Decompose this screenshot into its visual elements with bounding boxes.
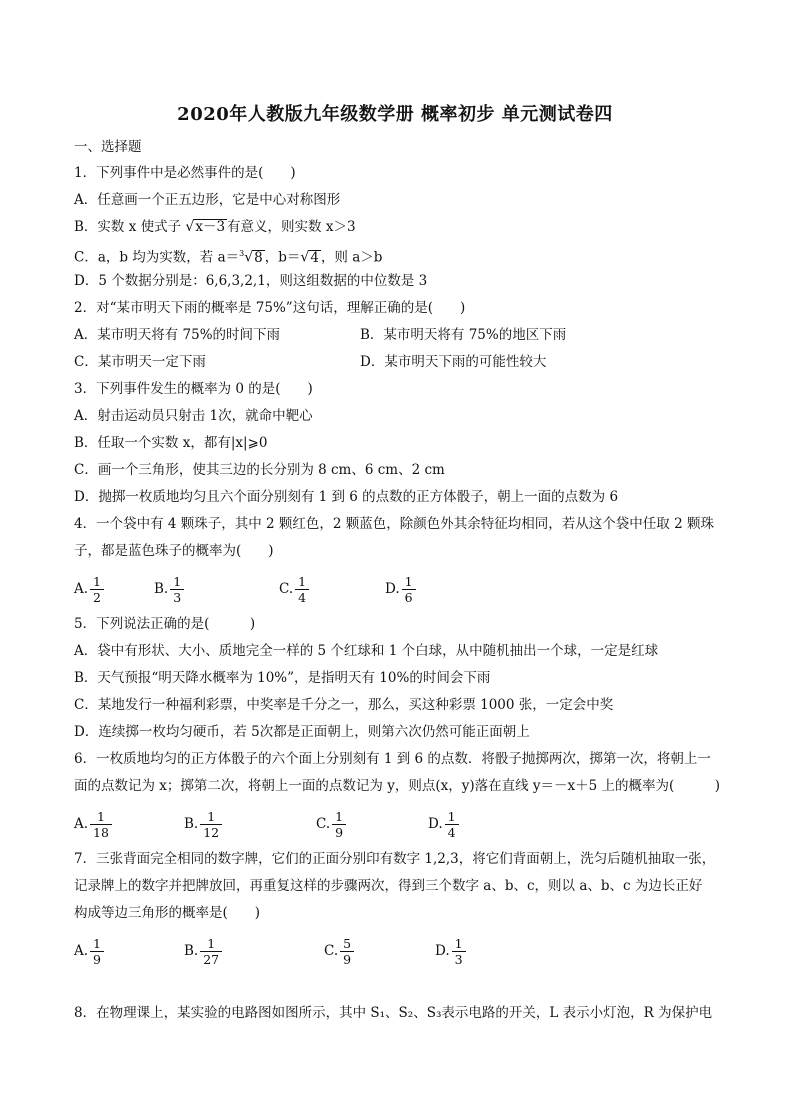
denominator: 9: [90, 951, 104, 967]
option-label: D.: [385, 581, 400, 597]
numerator: 5: [343, 935, 352, 951]
option-label: C.: [279, 581, 294, 597]
q2-option-b: B．某市明天将有 75%的地区下雨: [360, 327, 567, 343]
q1-c-radicand-1: 8: [254, 249, 263, 266]
fraction: [200, 936, 222, 967]
q1-option-b: [74, 217, 356, 237]
denominator: 3: [452, 951, 466, 967]
denominator: 4: [445, 824, 459, 840]
q1-b-prefix: B．实数 x 使式子: [74, 219, 182, 235]
q3-option-c: C．画一个三角形，使其三边的长分别为 8 cm、6 cm、2 cm: [74, 462, 445, 478]
denominator: 4: [295, 589, 309, 605]
q1-c-middle: ，b＝: [264, 249, 301, 266]
q7-option-c: [324, 931, 354, 971]
q5-option-b: B．天气预报“明天降水概率为 10%”，是指明天有 10%的时间会下雨: [74, 670, 491, 686]
denominator: 3: [170, 589, 184, 605]
q1-c-suffix: ，则 a＞b: [320, 249, 383, 266]
q1-option-a: A．任意画一个正五边形，它是中心对称图形: [74, 192, 341, 208]
q4-option-b: [154, 569, 184, 609]
denominator: 2: [90, 589, 104, 605]
denominator: 12: [200, 824, 222, 840]
q7-option-d: [435, 931, 466, 971]
q1-stem: 1．下列事件中是必然事件的是( ): [74, 165, 296, 181]
q5-option-a: A．袋中有形状、大小、质地完全一样的 5 个红球和 1 个白球，从中随机抽出一个球，一定是红球: [74, 643, 659, 659]
radical-sign: √: [185, 219, 195, 235]
q2-option-a: A．某市明天将有 75%的时间下雨: [74, 327, 281, 343]
option-label: A.: [74, 943, 89, 959]
denominator: 18: [90, 824, 112, 840]
numerator: 1: [335, 808, 344, 824]
q6-option-a: [74, 804, 112, 844]
q3-option-d: D．抛掷一枚质地均匀且六个面分别刻有 1 到 6 的点数的正方体骰子，朝上一面的点数为 6: [74, 489, 619, 505]
option-label: D.: [428, 816, 443, 832]
q6-stem-line2: 面的点数记为 x；掷第二次，将朝上一面的点数记为 y，则点(x，y)落在直线 y＝－x＋5 上的概率为( ): [74, 778, 721, 794]
radical-sign: √: [244, 249, 254, 266]
option-label: B.: [184, 816, 199, 832]
q5-option-c: C．某地发行一种福利彩票，中奖率是千分之一，那么，买这种彩票 1000 张，一定会中奖: [74, 697, 614, 713]
q6-option-d: [428, 804, 459, 844]
q2-stem: 2．对“某市明天下雨的概率是 75%”这句话，理解正确的是( ): [74, 300, 466, 316]
numerator: 1: [207, 935, 216, 951]
page-title: 2020年人教版九年级数学册 概率初步 单元测试卷四: [177, 104, 613, 125]
q7-stem-line1: 7．三张背面完全相同的数字牌，它们的正面分别印有数字 1,2,3，将它们背面朝上，洗匀后随机抽取一张，: [74, 851, 716, 867]
fraction: [170, 574, 184, 605]
q7-stem-line2: 记录牌上的数字并把牌放回，再重复这样的步骤两次，得到三个数字 a、b、c，则以 a、b、c 为边长正好: [74, 878, 703, 894]
q1-c-root-index: 3: [239, 249, 245, 258]
fraction: [90, 936, 104, 967]
q4-option-d: [385, 569, 416, 609]
fraction: [332, 809, 346, 840]
option-label: A.: [74, 816, 89, 832]
option-label: D.: [435, 943, 450, 959]
q4-stem-line2: 子，都是蓝色珠子的概率为( ): [74, 543, 274, 559]
option-label: C.: [316, 816, 331, 832]
q7-stem-line3: 构成等边三角形的概率是( ): [74, 905, 261, 921]
q5-option-d: D．连续掷一枚均匀硬币，若 5次都是正面朝上，则第六次仍然可能正面朝上: [74, 724, 530, 740]
fraction: [90, 574, 104, 605]
q8-stem: 8．在物理课上，某实验的电路图如图所示，其中 S₁、S₂、S₃表示电路的开关，L 表示小灯泡，R 为保护电: [74, 1005, 713, 1021]
numerator: 1: [93, 935, 101, 951]
q3-option-b: B．任取一个实数 x，都有|x|⩾0: [74, 435, 268, 451]
numerator: 1: [173, 573, 182, 589]
option-label: B.: [154, 581, 169, 597]
numerator: 1: [404, 573, 413, 589]
q4-option-a: [74, 569, 104, 609]
q3-stem: 3．下列事件发生的概率为 0 的是( ): [74, 381, 313, 397]
fraction: [445, 809, 459, 840]
q1-option-c: [74, 244, 382, 268]
numerator: 1: [447, 808, 456, 824]
q6-option-b: [184, 804, 222, 844]
q6-stem-line1: 6．一枚质地均匀的正方体骰子的六个面上分别刻有 1 到 6 的点数．将骰子抛掷两次，掷第一次，将朝上一: [74, 751, 711, 767]
q4-option-c: [279, 569, 309, 609]
fraction: [340, 936, 354, 967]
option-label: C.: [324, 943, 339, 959]
q7-option-b: [184, 931, 222, 971]
q1-c-prefix: C．a，b 均为实数，若 a＝: [74, 249, 240, 266]
q2-option-c: C．某市明天一定下雨: [74, 354, 206, 370]
q7-option-a: [74, 931, 104, 971]
denominator: 6: [402, 589, 416, 605]
numerator: 1: [454, 935, 463, 951]
fraction: [402, 574, 416, 605]
numerator: 1: [93, 573, 101, 589]
section-heading: 一、选择题: [74, 139, 142, 155]
q1-b-suffix: 有意义，则实数 x＞3: [227, 219, 356, 235]
option-label: A.: [74, 581, 89, 597]
denominator: 9: [332, 824, 346, 840]
fraction: [295, 574, 309, 605]
q1-option-d: D．5 个数据分别是：6,6,3,2,1，则这组数据的中位数是 3: [74, 273, 428, 289]
numerator: 1: [298, 573, 307, 589]
option-label: B.: [184, 943, 199, 959]
q4-stem-line1: 4．一个袋中有 4 颗珠子，其中 2 颗红色，2 颗蓝色，除颜色外其余特征均相同，若从这个袋中任取 2 颗珠: [74, 516, 714, 532]
fraction: [452, 936, 466, 967]
q5-stem: 5．下列说法正确的是( ): [74, 616, 256, 632]
fraction: [90, 809, 112, 840]
radical-sign: √: [300, 249, 310, 266]
q3-option-a: A．射击运动员只射击 1次，就命中靶心: [74, 408, 313, 424]
q6-option-c: [316, 804, 346, 844]
numerator: 1: [97, 808, 105, 824]
q1-c-radicand-2: 4: [310, 249, 319, 266]
denominator: 9: [340, 951, 354, 967]
q2-option-d: D．某市明天下雨的可能性较大: [360, 354, 547, 370]
numerator: 1: [207, 808, 216, 824]
q1-b-radicand: x－3: [195, 219, 226, 235]
denominator: 27: [200, 951, 222, 967]
fraction: [200, 809, 222, 840]
